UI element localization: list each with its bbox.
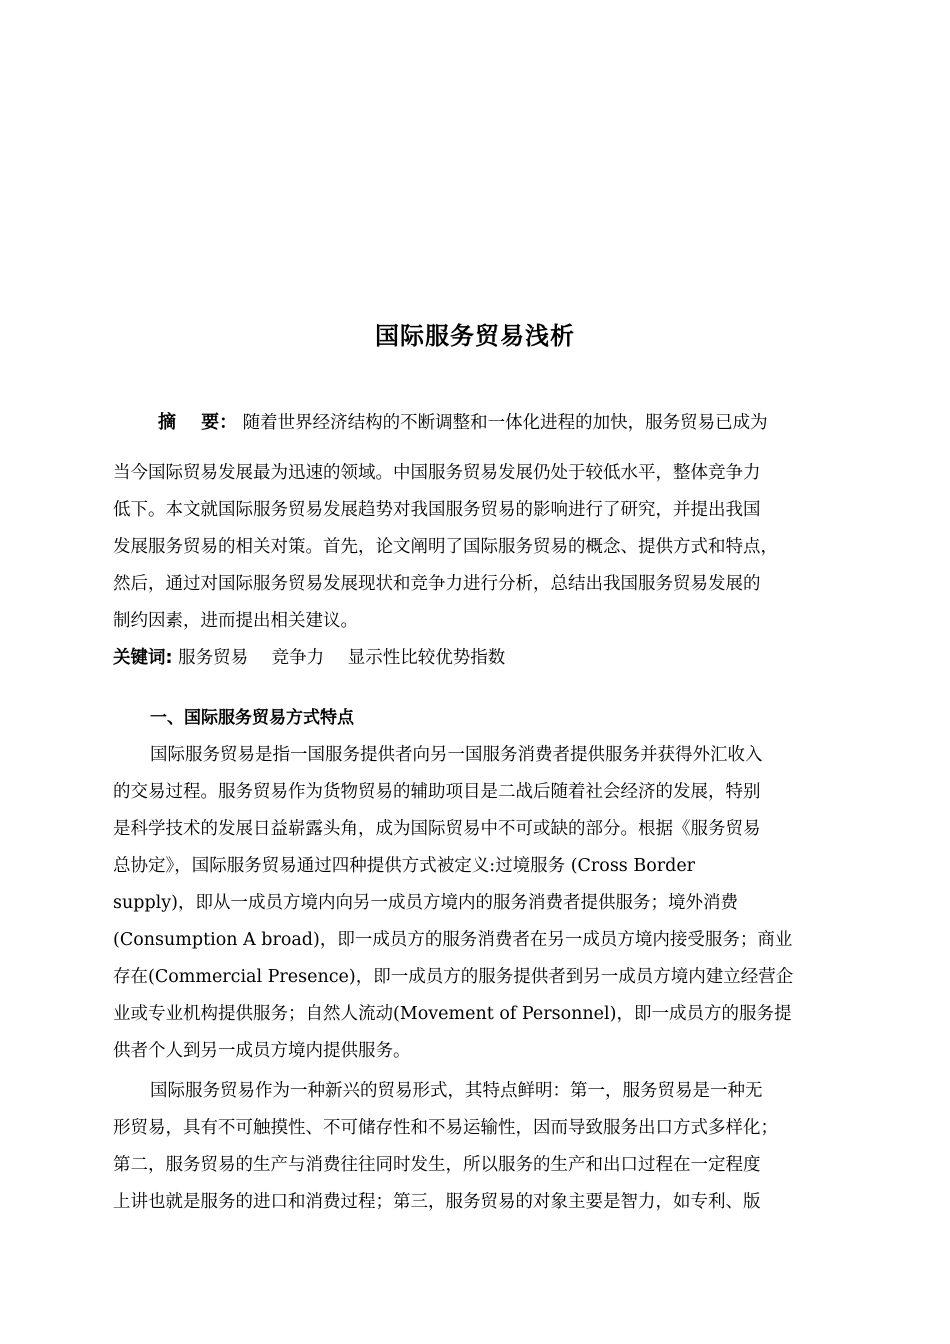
paragraph-line: 第二，服务贸易的生产与消费往往同时发生，所以服务的生产和出口过程在一定程度 <box>113 1155 761 1175</box>
abstract-label: 摘 要： <box>158 412 238 433</box>
paragraph-line: 国际服务贸易作为一种新兴的贸易形式，其特点鲜明：第一，服务贸易是一种无 <box>150 1081 763 1101</box>
paragraph-line: 形贸易，具有不可触摸性、不可储存性和不易运输性，因而导致服务出口方式多样化； <box>113 1118 778 1138</box>
abstract-first-line <box>158 410 768 436</box>
paragraph-line: 总协定》，国际服务贸易通过四种提供方式被定义:过境服务 (Cross Border <box>113 856 696 876</box>
abstract-line: 随着世界经济结构的不断调整和一体化进程的加快，服务贸易已成为 <box>242 413 768 433</box>
abstract-line: 当今国际贸易发展最为迅速的领域。中国服务贸易发展仍处于较低水平，整体竞争力 <box>113 463 761 483</box>
abstract-line: 发展服务贸易的相关对策。首先，论文阐明了国际服务贸易的概念、提供方式和特点， <box>113 537 778 557</box>
paragraph-line: 供者个人到另一成员方境内提供服务。 <box>113 1041 411 1061</box>
keywords-label: 关键词: <box>113 648 173 668</box>
keyword-item: 服务贸易 <box>178 648 249 668</box>
paragraph-line: 是科学技术的发展日益崭露头角，成为国际贸易中不可或缺的部分。根据《服务贸易 <box>113 819 761 839</box>
document-title: 国际服务贸易浅析 <box>375 322 575 350</box>
keyword-item: 显示性比较优势指数 <box>347 648 506 668</box>
paragraph-line: 国际服务贸易是指一国服务提供者向另一国服务消费者提供服务并获得外汇收入 <box>150 745 763 765</box>
abstract-line: 低下。本文就国际服务贸易发展趋势对我国服务贸易的影响进行了研究，并提出我国 <box>113 500 761 520</box>
abstract-line: 制约因素，进而提出相关建议。 <box>113 611 358 631</box>
paragraph-line: supply)，即从一成员方境内向另一成员方境内的服务消费者提供服务；境外消费 <box>113 893 738 913</box>
paragraph-line: 上讲也就是服务的进口和消费过程；第三，服务贸易的对象主要是智力，如专利、版 <box>113 1192 761 1212</box>
keywords-line <box>113 645 505 671</box>
abstract-line: 然后，通过对国际服务贸易发展现状和竞争力进行分析，总结出我国服务贸易发展的 <box>113 574 761 594</box>
keyword-item: 竞争力 <box>271 648 325 668</box>
paragraph-line: 业或专业机构提供服务；自然人流动(Movement of Personnel)，即一成员方的服务提 <box>113 1004 792 1024</box>
paragraph-line: 存在(Commercial Presence)，即一成员方的服务提供者到另一成员方境内建立经营企 <box>113 967 794 987</box>
paragraph-line: 的交易过程。服务贸易作为货物贸易的辅助项目是二战后随着社会经济的发展，特别 <box>113 782 761 802</box>
paragraph-line: (Consumption A broad)，即一成员方的服务消费者在另一成员方境内接受服务；商业 <box>113 930 793 950</box>
section-heading: 一、国际服务贸易方式特点 <box>150 708 354 728</box>
